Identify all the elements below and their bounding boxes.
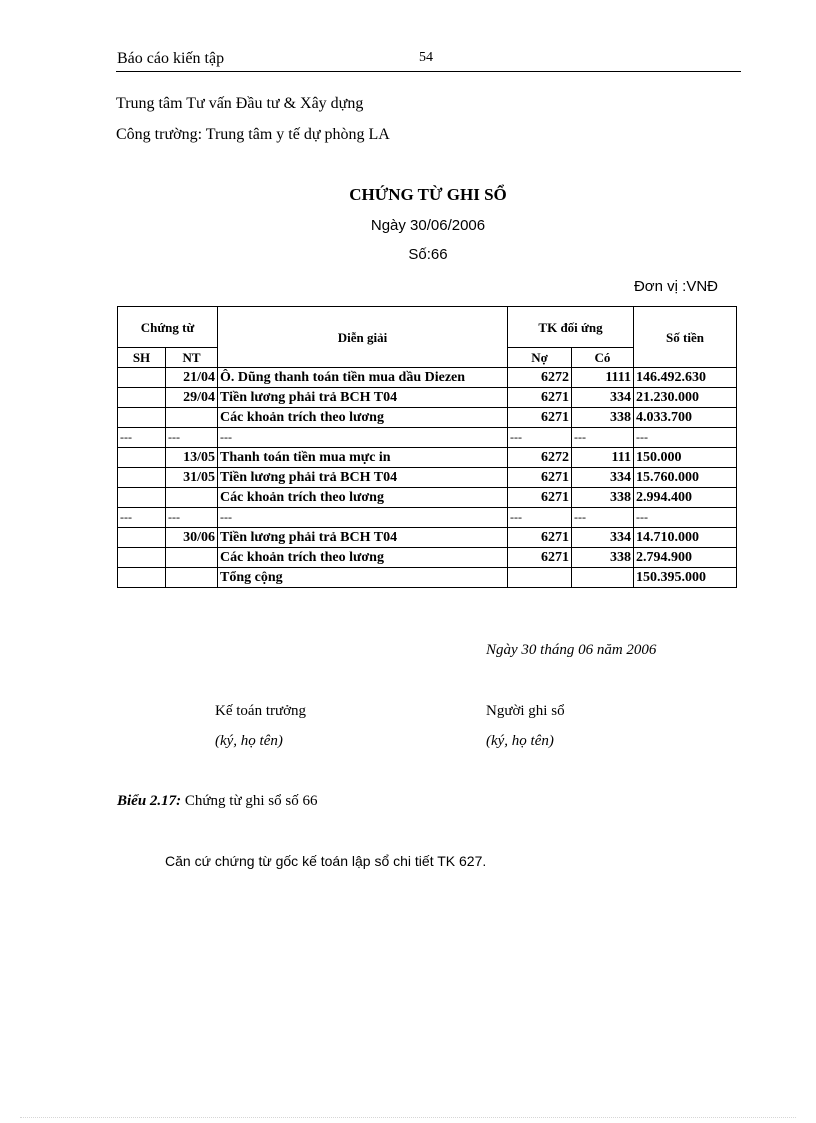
- cell-desc: Tiền lương phải trả BCH T04: [218, 468, 508, 488]
- cell-desc: Tiền lương phải trả BCH T04: [218, 528, 508, 548]
- cell-no: 6271: [508, 548, 572, 568]
- cell-desc: Các khoản trích theo lương: [218, 488, 508, 508]
- document-date: Ngày 30/06/2006: [370, 217, 486, 234]
- cell-co: [572, 568, 634, 588]
- page-bottom-border: [20, 1117, 796, 1118]
- cell-sh: [118, 528, 166, 548]
- cell-no: ---: [508, 508, 572, 528]
- cell-desc: ---: [218, 508, 508, 528]
- table-row: [118, 548, 737, 568]
- cell-co: 338: [572, 548, 634, 568]
- cell-nt: 13/05: [166, 448, 218, 468]
- header-title: Báo cáo kiến tập: [117, 50, 225, 67]
- cell-nt: 30/06: [166, 528, 218, 548]
- cell-nt: [166, 548, 218, 568]
- header-sh: SH: [118, 348, 166, 368]
- header-co: Có: [572, 348, 634, 368]
- ledger-table: [117, 306, 737, 588]
- table-row: [118, 528, 737, 548]
- recorder-note: (ký, họ tên): [486, 733, 554, 749]
- cell-nt: ---: [166, 508, 218, 528]
- table-row: [118, 468, 737, 488]
- cell-amount: 14.710.000: [634, 528, 737, 548]
- cell-amount: 4.033.700: [634, 408, 737, 428]
- currency-unit: Đơn vị :VNĐ: [633, 278, 718, 295]
- document-title: CHỨNG TỪ GHI SỔ: [349, 185, 507, 204]
- cell-co: 111: [572, 448, 634, 468]
- chief-accountant-note: (ký, họ tên): [215, 733, 283, 749]
- cell-nt: 21/04: [166, 368, 218, 388]
- cell-sh: ---: [118, 508, 166, 528]
- signature-date: Ngày 30 tháng 06 năm 2006: [486, 642, 657, 658]
- cell-desc: Thanh toán tiền mua mực in: [218, 448, 508, 468]
- header-dien-giai: Diễn giải: [218, 307, 508, 368]
- construction-site: Công trường: Trung tâm y tế dự phòng LA: [116, 126, 390, 143]
- caption-text: Chứng từ ghi sổ số 66: [181, 793, 318, 809]
- cell-no: 6271: [508, 468, 572, 488]
- caption-label: Biểu 2.17:: [117, 793, 182, 809]
- cell-amount: 21.230.000: [634, 388, 737, 408]
- cell-amount: ---: [634, 428, 737, 448]
- cell-sh: ---: [118, 428, 166, 448]
- cell-no: 6271: [508, 528, 572, 548]
- cell-desc: Tiền lương phải trả BCH T04: [218, 388, 508, 408]
- body-paragraph: Căn cứ chứng từ gốc kế toán lập sổ chi tiết TK 627.: [165, 853, 487, 869]
- header-no: Nợ: [508, 348, 572, 368]
- cell-co: 338: [572, 488, 634, 508]
- cell-amount: 15.760.000: [634, 468, 737, 488]
- cell-nt: 31/05: [166, 468, 218, 488]
- document-number: Số:66: [408, 246, 448, 263]
- cell-nt: [166, 488, 218, 508]
- cell-no: 6271: [508, 408, 572, 428]
- cell-amount: 2.794.900: [634, 548, 737, 568]
- header-tk-doi-ung: TK đối ứng: [508, 307, 634, 348]
- cell-co: 334: [572, 388, 634, 408]
- table-row-ellipsis: [118, 428, 737, 448]
- table-row: [118, 488, 737, 508]
- header-chung-tu: Chứng từ: [118, 307, 218, 348]
- cell-no: 6272: [508, 448, 572, 468]
- total-label: Tổng cộng: [218, 568, 508, 588]
- table-total-row: [118, 568, 737, 588]
- cell-sh: [118, 488, 166, 508]
- cell-desc: Các khoản trích theo lương: [218, 408, 508, 428]
- cell-desc: Các khoản trích theo lương: [218, 548, 508, 568]
- cell-no: 6271: [508, 388, 572, 408]
- cell-amount: ---: [634, 508, 737, 528]
- page-number: 54: [419, 50, 433, 65]
- table-row: [118, 408, 737, 428]
- cell-nt: [166, 408, 218, 428]
- cell-no: [508, 568, 572, 588]
- cell-desc: ---: [218, 428, 508, 448]
- cell-sh: [118, 548, 166, 568]
- table-row: [118, 448, 737, 468]
- table-header-row: [118, 307, 737, 348]
- table-row: [118, 388, 737, 408]
- cell-co: ---: [572, 508, 634, 528]
- cell-amount: 150.000: [634, 448, 737, 468]
- table-row-ellipsis: [118, 508, 737, 528]
- cell-co: 334: [572, 528, 634, 548]
- cell-amount: 146.492.630: [634, 368, 737, 388]
- cell-sh: [118, 448, 166, 468]
- organization-name: Trung tâm Tư vấn Đầu tư & Xây dựng: [116, 95, 364, 112]
- cell-co: ---: [572, 428, 634, 448]
- total-amount: 150.395.000: [634, 568, 737, 588]
- cell-co: 334: [572, 468, 634, 488]
- cell-desc: Ô. Dũng thanh toán tiền mua dầu Diezen: [218, 368, 508, 388]
- recorder-title: Người ghi sổ: [486, 703, 565, 719]
- cell-amount: 2.994.400: [634, 488, 737, 508]
- cell-sh: [118, 468, 166, 488]
- figure-caption: [117, 793, 317, 810]
- table-row: [118, 368, 737, 388]
- cell-nt: 29/04: [166, 388, 218, 408]
- header-nt: NT: [166, 348, 218, 368]
- cell-co: 1111: [572, 368, 634, 388]
- cell-co: 338: [572, 408, 634, 428]
- cell-sh: [118, 388, 166, 408]
- chief-accountant-title: Kế toán trưởng: [215, 703, 307, 719]
- cell-sh: [118, 368, 166, 388]
- cell-sh: [118, 568, 166, 588]
- cell-no: ---: [508, 428, 572, 448]
- header-divider: [116, 71, 741, 72]
- cell-no: 6271: [508, 488, 572, 508]
- cell-nt: ---: [166, 428, 218, 448]
- cell-nt: [166, 568, 218, 588]
- header-so-tien: Số tiền: [634, 307, 737, 368]
- cell-no: 6272: [508, 368, 572, 388]
- cell-sh: [118, 408, 166, 428]
